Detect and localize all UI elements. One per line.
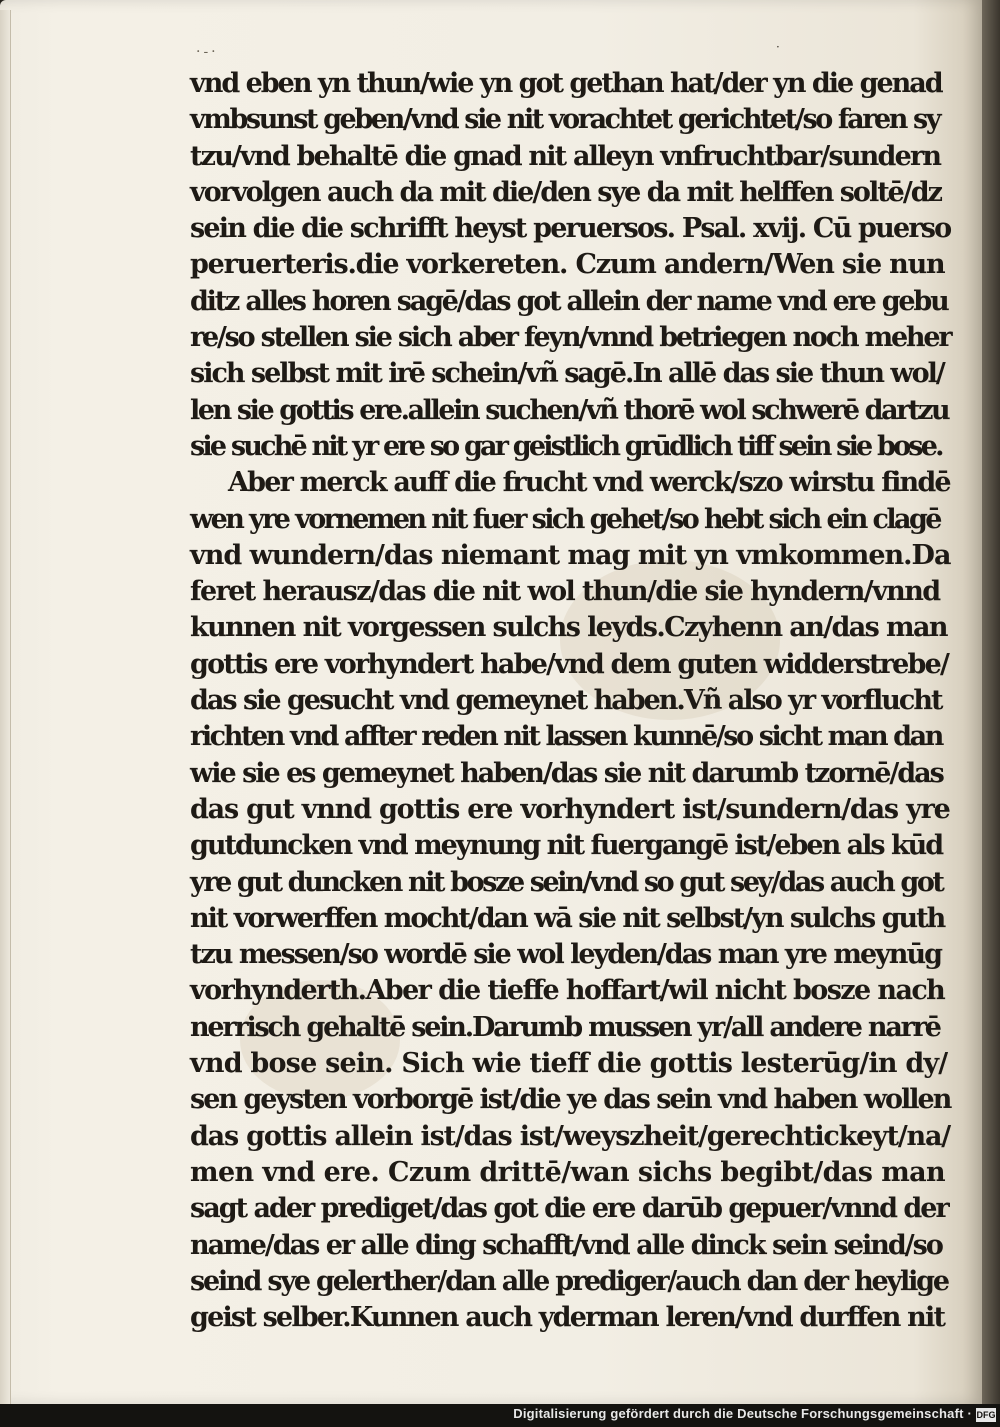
- text-line: das sie gesucht vnd gemeynet haben.Vñ also yr vorflucht: [190, 685, 942, 717]
- text-line: tzu messen/so wordē sie wol leyden/das man yre meynūg: [190, 939, 941, 971]
- book-spine-shadow: [982, 0, 1000, 1404]
- text-line: das gut vnnd gottis ere vorhyndert ist/sundern/das yre: [190, 793, 950, 825]
- text-line: len sie gottis ere.allein suchen/vñ thorē wol schwerē dartzu: [190, 394, 949, 426]
- text-line: richten vnd affter reden nit lassen kunnē/so sicht man dan: [190, 721, 942, 753]
- text-line: tzu/vnd behaltē die gnad nit alleyn vnfruchtbar/sundern: [190, 140, 941, 172]
- dfg-logo: DFG: [976, 1410, 996, 1420]
- text-line: yre gut duncken nit bosze sein/vnd so gut sey/das auch got: [190, 866, 943, 898]
- text-line: kunnen nit vorgessen sulchs leyds.Czyhenn an/das man: [190, 612, 947, 644]
- text-line: peruerteris.die vorkereten. Czum andern/Wen sie nun: [190, 249, 945, 281]
- text-line: vorvolgen auch da mit die/den sye da mit helffen soltē/dz: [190, 176, 941, 208]
- text-line: seind sye gelerther/dan alle prediger/auch dan der heylige: [190, 1265, 948, 1297]
- text-line: nerrisch gehaltē sein.Darumb mussen yr/all andere narrē: [190, 1011, 940, 1043]
- text-line: vmbsunst geben/vnd sie nit vorachtet gerichtet/so faren sy: [190, 104, 940, 136]
- text-line: vnd eben yn thun/wie yn got gethan hat/der yn die genad: [190, 68, 942, 99]
- text-line: sagt ader prediget/das got die ere darūb gepuer/vnnd der: [190, 1193, 948, 1225]
- text-line: sen geysten vorborgē ist/die ye das sein vnd haben wollen: [190, 1084, 951, 1116]
- text-line: sein die die schrifft heyst peruersos. Psal. xvij. Cū puerso: [190, 213, 951, 245]
- text-line: vnd bose sein. Sich wie tieff die gottis lesterūg/in dy/: [190, 1048, 948, 1080]
- text-line: re/so stellen sie sich aber feyn/vnnd betriegen noch meher: [190, 322, 951, 354]
- text-line: wen yre vornemen nit fuer sich gehet/so hebt sich ein clagē: [190, 503, 940, 535]
- text-line: nit vorwerffen mocht/dan wā sie nit selbst/yn sulchs guth: [190, 902, 945, 934]
- text-line: ditz alles horen sagē/das got allein der name vnd ere gebu: [190, 285, 948, 317]
- speck-mark: ·: [776, 40, 780, 54]
- text-line: vorhynderth.Aber die tieffe hoffart/wil nicht bosze nach: [190, 975, 945, 1007]
- text-line: geist selber.Kunnen auch yderman leren/vnd durffen nit: [190, 1302, 945, 1334]
- footer-credit: Digitalisierung gefördert durch die Deutsche Forschungsgemeinschaft ·: [513, 1406, 972, 1421]
- text-line: sie suchē nit yr ere so gar geistlich grūdlich tiff sein sie bose.: [190, 430, 942, 462]
- text-line: das gottis allein ist/das ist/weyszheit/gerechtickeyt/na/: [190, 1120, 950, 1152]
- text-line: wie sie es gemeynet haben/das sie nit darumb tzornē/das: [190, 757, 943, 789]
- text-line: gottis ere vorhyndert habe/vnd dem guten widderstrebe/: [190, 648, 949, 680]
- text-line: vnd wundern/das niemant mag mit yn vmkommen.Da: [190, 539, 951, 571]
- speck-marks: ·‑·: [196, 44, 219, 60]
- page-text: [190, 66, 950, 1336]
- text-line: sich selbst mit irē schein/vñ sagē.In allē das sie thun wol/: [190, 358, 944, 390]
- page-left-edge: [0, 10, 11, 1404]
- text-line: gutduncken vnd meynung nit fuergangē ist/eben als kūd: [190, 830, 943, 862]
- text-line: name/das er alle ding schafft/vnd alle dinck sein seind/so: [190, 1229, 942, 1261]
- text-line: men vnd ere. Czum drittē/wan sichs begibt/das man: [190, 1156, 946, 1188]
- footer-bar: [0, 1404, 1000, 1427]
- text-line: Aber merck auff die frucht vnd werck/szo wirstu findē: [228, 467, 950, 499]
- text-line: feret herausz/das die nit wol thun/die sie hyndern/vnnd: [190, 576, 940, 608]
